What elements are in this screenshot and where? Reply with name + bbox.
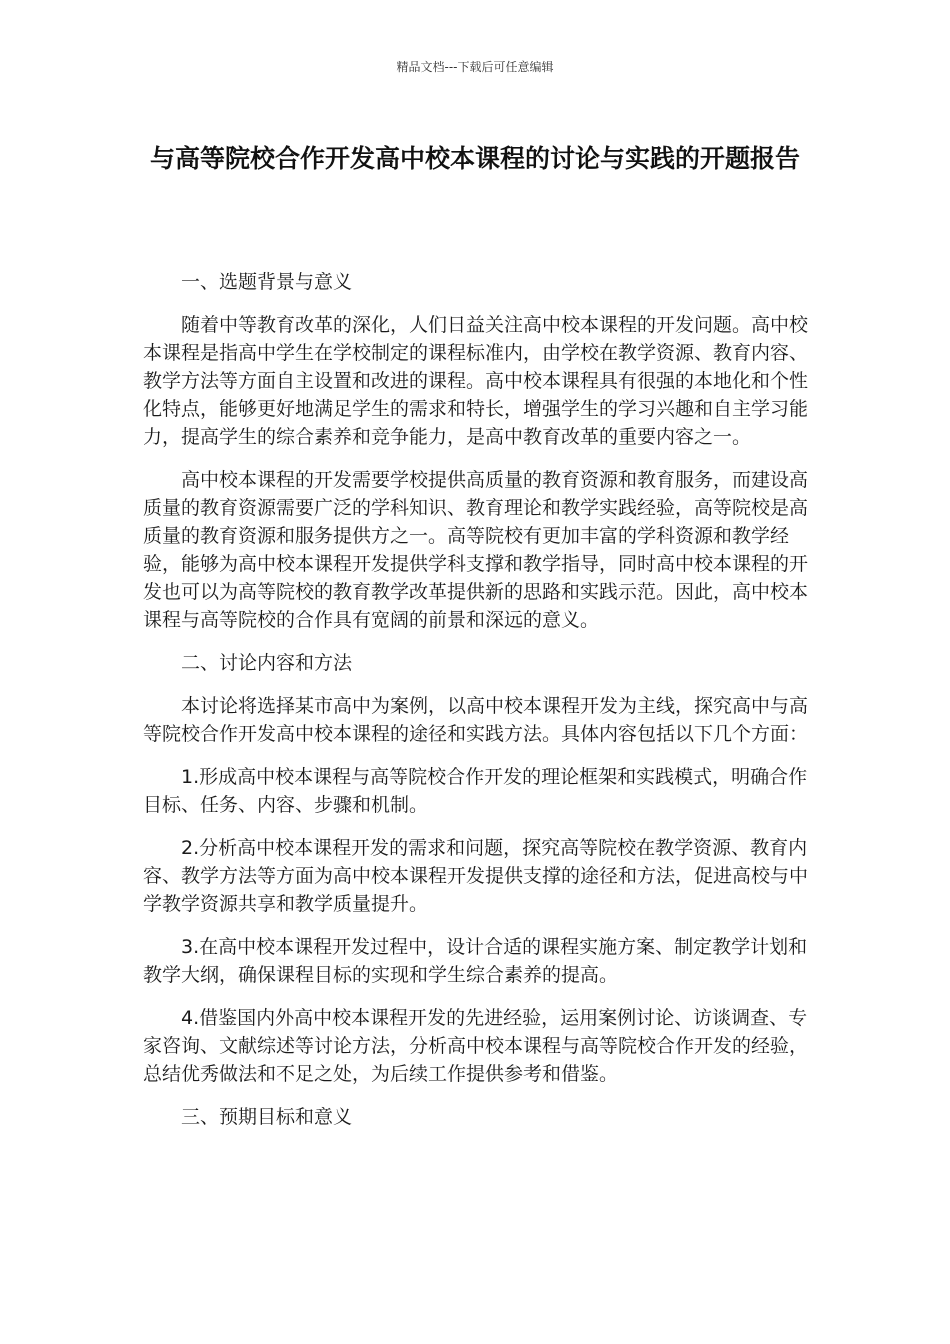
section-heading-goals: 三、预期目标和意义 — [181, 1106, 353, 1128]
document-body — [143, 268, 809, 1146]
paragraph-content-intro: 本讨论将选择某市高中为案例，以高中校本课程开发为主线，探究高中与高等院校合作开发高中校本课程的途径和实践方法。具体内容包括以下几个方面： — [143, 695, 809, 745]
list-item-3: 3.在高中校本课程开发过程中，设计合适的课程实施方案、制定教学计划和教学大纲，确保课程目标的实现和学生综合素养的提高。 — [143, 936, 808, 986]
list-item-4: 4.借鉴国内外高中校本课程开发的先进经验，运用案例讨论、访谈调查、专家咨询、文献综述等讨论方法，分析高中校本课程与高等院校合作开发的经验，总结优秀做法和不足之处，为后续工作提供参考和借鉴。 — [143, 1007, 809, 1085]
section-heading-content-methods: 二、讨论内容和方法 — [181, 652, 353, 674]
paragraph-background-1: 随着中等教育改革的深化，人们日益关注高中校本课程的开发问题。高中校本课程是指高中学生在学校制定的课程标准内，由学校在教学资源、教育内容、教学方法等方面自主设置和改进的课程。高中校本课程具有很强的本地化和个性化特点，能够更好地满足学生的需求和特长，增强学生的学习兴趣和自主学习能力，提高学生的综合素养和竞争能力，是高中教育改革的重要内容之一。 — [143, 314, 809, 448]
document-title: 与高等院校合作开发高中校本课程的讨论与实践的开题报告 — [149, 144, 800, 173]
list-item-2: 2.分析高中校本课程开发的需求和问题，探究高等院校在教学资源、教育内容、教学方法等方面为高中校本课程开发提供支撑的途径和方法，促进高校与中学教学资源共享和教学质量提升。 — [143, 837, 809, 915]
section-heading-background: 一、选题背景与意义 — [181, 271, 353, 293]
list-item-1: 1.形成高中校本课程与高等院校合作开发的理论框架和实践模式，明确合作目标、任务、内容、步骤和机制。 — [143, 766, 808, 816]
header-note: 精品文档---下载后可任意编辑 — [396, 60, 554, 74]
paragraph-background-2: 高中校本课程的开发需要学校提供高质量的教育资源和教育服务，而建设高质量的教育资源需要广泛的学科知识、教育理论和教学实践经验，高等院校是高质量的教育资源和服务提供方之一。高等院校有更加丰富的学科资源和教学经验，能够为高中校本课程开发提供学科支撑和教学指导，同时高中校本课程的开发也可以为高等院校的教育教学改革提供新的思路和实践示范。因此，高中校本课程与高等院校的合作具有宽阔的前景和深远的意义。 — [143, 469, 809, 631]
